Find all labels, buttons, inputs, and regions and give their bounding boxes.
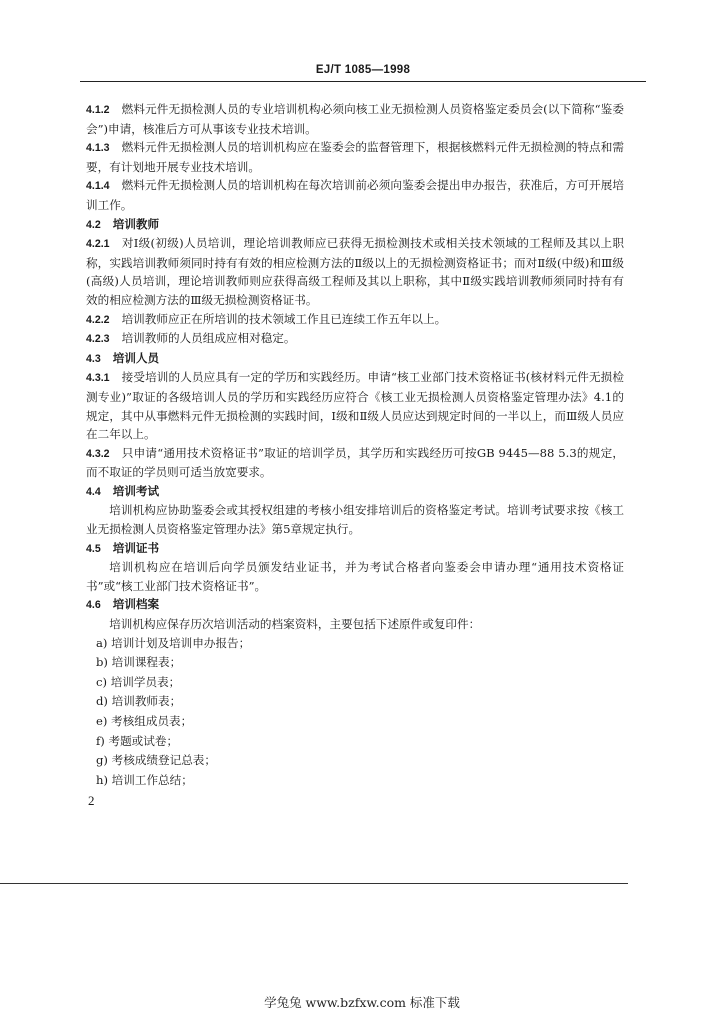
list-item: a) 培训计划及培训申办报告；: [96, 635, 251, 650]
section-4-4-text: 培训机构应协助鉴委会或其授权组建的考核小组安排培训后的资格鉴定考试。培训考试要求按《核工业无损检测人员资格鉴定管理办法》第5章规定执行。: [86, 503, 624, 537]
clause-text: 培训教师应正在所培训的技术领域工作且已连续工作五年以上。: [121, 311, 447, 326]
clause-4-1-2: [86, 100, 624, 138]
clause-text: 培训教师的人员组成应相对稳定。: [121, 331, 296, 346]
clause-number: 4.1.3: [86, 142, 110, 155]
clause-text: 燃料元件无损检测人员的培训机构应在鉴委会的监督管理下，根据核燃料元件无损检测的特点和需要，有计划地开展专业技术培训。: [86, 140, 624, 174]
document-header: [80, 64, 646, 82]
list-item: f) 考题或试卷；: [96, 733, 179, 748]
section-title: 培训教师: [112, 216, 160, 231]
clause-number: 4.3.1: [86, 372, 110, 385]
clause-4-3-1: [86, 368, 624, 443]
clause-4-2-3: [86, 329, 624, 349]
clause-4-1-4: [86, 176, 624, 214]
section-number: 4.6: [86, 599, 101, 612]
section-number: 4.5: [86, 542, 101, 555]
section-4-6-text: 培训机构应保存历次培训活动的档案资料，主要包括下述原件或复印件：: [109, 617, 481, 632]
clause-4-2-2: [86, 310, 624, 330]
clause-number: 4.2.1: [86, 238, 110, 251]
standard-code: EJ/T 1085—1998: [315, 64, 411, 76]
clause-4-3-2: [86, 444, 624, 482]
clause-text: 接受培训的人员应具有一定的学历和实践经历。申请“核工业部门技术资格证书(核材料元件无损检测专业)”取证的各级培训人员的学历和实践经历应符合《核工业无损检测人员资格鉴定管理办法》4.1的规定，其中从事燃料元件无损检测的实践时间，Ⅰ级和Ⅱ级人员应达到规定时间的一半以上，而Ⅲ级人员应在二年以上。: [86, 370, 624, 442]
section-4-6-heading: [86, 595, 624, 615]
section-4-5-text: 培训机构应在培训后向学员颁发结业证书，并为考试合格者向鉴委会申请办理“通用技术资格证书”或“核工业部门技术资格证书”。: [86, 560, 624, 593]
section-number: 4.4: [86, 485, 101, 498]
section-4-4-heading: [86, 482, 624, 502]
list-item: g) 考核成绩登记总表；: [96, 753, 216, 768]
page-bottom-rule: [0, 883, 628, 884]
clause-text: 对Ⅰ级(初级)人员培训，理论培训教师应已获得无损检测技术或相关技术领域的工程师及其以上职称，实践培训教师须同时持有有效的相应检测方法的Ⅱ级以上的无损检测资格证书；而对Ⅱ级(中级)和Ⅲ级(高级)人员培训，理论培训教师则应获得高级工程师及其以上职称，其中Ⅱ级实践培训教师须同时持有有效的相应检测方法的Ⅲ级无损检测资格证书。: [86, 236, 624, 307]
footer-watermark: 学兔兔 www.bzfxw.com 标准下载: [264, 995, 460, 1010]
clause-number: 4.1.4: [86, 180, 110, 193]
list-item: b) 培训课程表；: [96, 655, 182, 670]
list-item: c) 培训学员表；: [96, 674, 181, 689]
section-4-5-heading: [86, 539, 624, 559]
document-body: [86, 100, 624, 790]
clause-number: 4.1.2: [86, 104, 110, 116]
clause-number: 4.2.2: [86, 313, 110, 326]
list-item: e) 考核组成员表；: [96, 714, 193, 728]
section-title: 培训证书: [112, 540, 160, 555]
clause-text: 燃料元件无损检测人员的培训机构在每次培训前必须向鉴委会提出申办报告，获准后，方可开展培训工作。: [86, 178, 624, 212]
section-4-3-heading: [86, 349, 624, 369]
clause-number: 4.3.2: [86, 447, 110, 460]
page-number: 2: [88, 793, 95, 808]
section-title: 培训人员: [112, 350, 160, 365]
clause-4-2-1: [86, 234, 624, 309]
clause-number: 4.2.3: [86, 333, 110, 346]
clause-4-1-3: [86, 138, 624, 176]
list-item: h) 培训工作总结；: [96, 772, 193, 787]
clause-text: 燃料元件无损检测人员的专业培训机构必须向核工业无损检测人员资格鉴定委员会(以下简称“鉴委会”)申请，核准后方可从事该专业技术培训。: [86, 102, 624, 136]
section-title: 培训档案: [112, 597, 160, 612]
clause-text: 只申请“通用技术资格证书”取证的培训学员，其学历和实践经历可按GB 9445—88 5.3的规定，而不取证的学员则可适当放宽要求。: [86, 445, 624, 480]
list-item: d) 培训教师表；: [96, 694, 182, 709]
section-number: 4.2: [86, 218, 101, 231]
section-4-2-heading: [86, 215, 624, 235]
section-number: 4.3: [86, 352, 101, 365]
section-title: 培训考试: [112, 483, 160, 498]
archive-items-list: [86, 634, 624, 791]
